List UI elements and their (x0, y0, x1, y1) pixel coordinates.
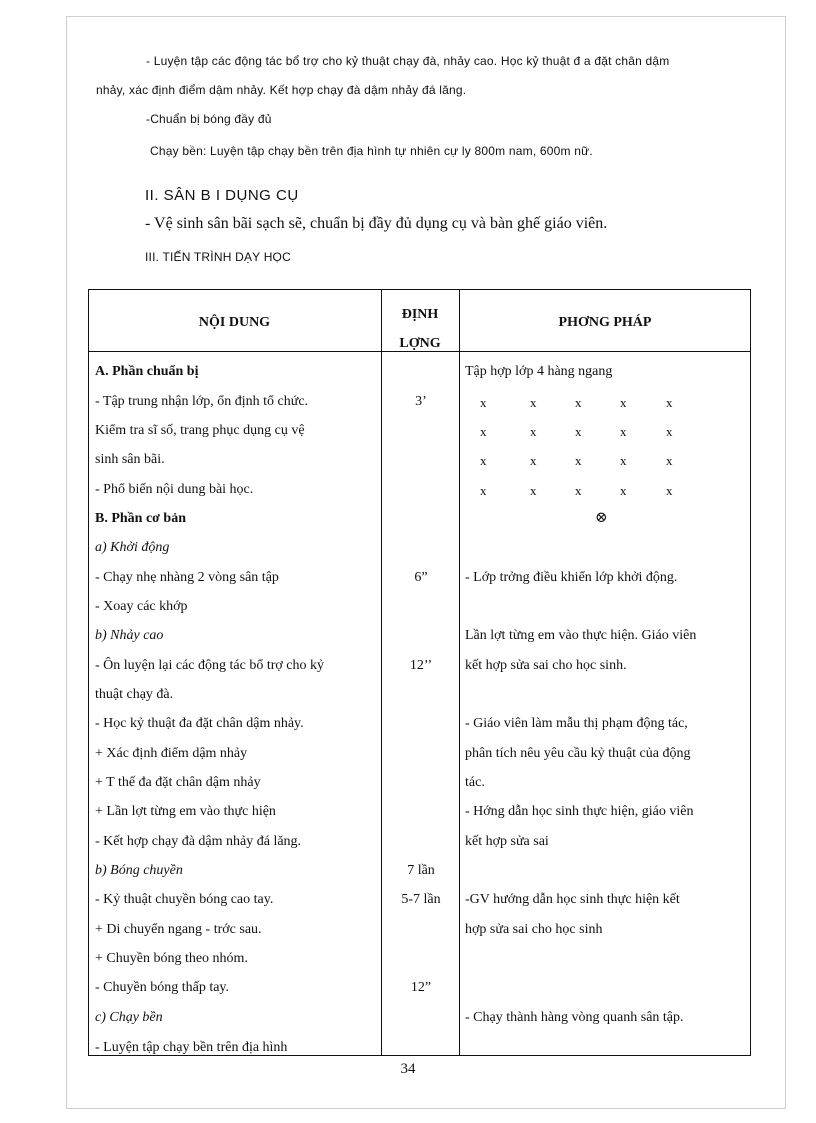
content-line: a) Khởi động (95, 540, 170, 555)
content-line: - Xoay các khớp (95, 599, 188, 614)
formation-mark: x (620, 395, 627, 410)
content-line: sinh sân bãi. (95, 452, 165, 467)
formation-mark: x (575, 453, 582, 468)
intro-line-2: nhảy, xác định điểm dậm nhảy. Kết hợp chạy đà dậm nhảy đá lăng. (96, 83, 467, 97)
formation-mark: x (666, 424, 673, 439)
content-line: + T thế đa đặt chân dậm nhảy (95, 775, 261, 790)
content-line: B. Phần cơ bản (95, 511, 186, 526)
formation-mark: x (620, 483, 627, 498)
method-line: - Giáo viên làm mẫu thị phạm động tác, (465, 716, 688, 731)
page-number: 34 (400, 1061, 416, 1077)
table-header-divider (88, 351, 751, 352)
method-line: Tập hợp lớp 4 hàng ngang (465, 364, 613, 379)
header-qty-line2: LỢNG (399, 336, 441, 351)
section-heading-3: III. TIẾN TRÌNH DẠY HỌC (145, 250, 291, 264)
header-content: NỘI DUNG (198, 315, 271, 330)
content-line: + Di chuyển ngang - trớc sau. (95, 922, 262, 937)
section-2-bullet: - Vệ sinh sân bãi sạch sẽ, chuẩn bị đầy đủ dụng cụ và bàn ghế giáo viên. (145, 215, 608, 232)
method-line: - Chạy thành hàng vòng quanh sân tập. (465, 1010, 684, 1025)
formation-mark: x (620, 453, 627, 468)
teacher-symbol: ⊗ (595, 510, 608, 526)
method-line: Lần lợt từng em vào thực hiện. Giáo viên (465, 628, 697, 643)
formation-mark: x (575, 395, 582, 410)
section-heading-2: II. SÂN B I DỤNG CỤ (145, 187, 299, 204)
content-line: - Luyện tập chạy bền trên địa hình (95, 1040, 288, 1055)
content-line: - Phổ biến nội dung bài học. (95, 482, 254, 497)
formation-mark: x (666, 453, 673, 468)
content-line: + Xác định điểm dậm nhảy (95, 746, 248, 761)
method-line: phân tích nêu yêu cầu kỷ thuật của động (465, 746, 691, 761)
method-line: hợp sửa sai cho học sinh (465, 922, 603, 937)
method-line: kết hợp sửa sai (465, 834, 549, 849)
formation-mark: x (480, 453, 487, 468)
formation-mark: x (575, 483, 582, 498)
header-qty-line1: ĐỊNH (401, 307, 439, 322)
content-line: - Chuyền bóng thấp tay. (95, 980, 230, 995)
qty-value: 12” (410, 980, 432, 995)
method-line: tác. (465, 775, 485, 790)
method-line: kết hợp sửa sai cho học sinh. (465, 658, 627, 673)
formation-mark: x (620, 424, 627, 439)
content-line: A. Phần chuẩn bị (95, 364, 199, 379)
intro-line-1: - Luyện tập các động tác bổ trợ cho kỷ thuật chạy đà, nhảy cao. Học kỷ thuật đ a đặt chân dậm (146, 54, 670, 68)
qty-value: 5-7 lần (401, 892, 441, 907)
formation-mark: x (530, 424, 537, 439)
formation-mark: x (666, 483, 673, 498)
content-line: - Học kỷ thuật đa đặt chân dậm nhảy. (95, 716, 304, 731)
qty-value: 12’’ (409, 658, 433, 673)
formation-mark: x (480, 395, 487, 410)
content-line: b) Nhảy cao (95, 628, 164, 643)
content-line: Kiểm tra sĩ số, trang phục dụng cụ vệ (95, 423, 305, 438)
formation-mark: x (575, 424, 582, 439)
method-line: - Hớng dẫn học sinh thực hiện, giáo viên (465, 804, 694, 819)
formation-mark: x (530, 395, 537, 410)
method-line: - Lớp trởng điều khiển lớp khởi động. (465, 570, 678, 585)
method-line: -GV hướng dẫn học sinh thực hiện kết (465, 892, 680, 907)
formation-mark: x (530, 483, 537, 498)
qty-value: 6” (414, 570, 428, 585)
content-line: - Tập trung nhận lớp, ổn định tổ chức. (95, 394, 309, 409)
content-line: - Chạy nhẹ nhàng 2 vòng sân tập (95, 570, 279, 585)
header-method: PHƠNG PHÁP (558, 315, 652, 330)
formation-mark: x (480, 424, 487, 439)
intro-line-3: -Chuẩn bị bóng đầy đủ (146, 112, 272, 126)
formation-mark: x (530, 453, 537, 468)
formation-mark: x (480, 483, 487, 498)
content-line: + Lần lợt từng em vào thực hiện (95, 804, 276, 819)
content-line: - Ôn luyện lại các động tác bổ trợ cho kỷ (95, 658, 324, 673)
content-line: thuật chạy đà. (95, 687, 174, 702)
content-line: + Chuyền bóng theo nhóm. (95, 951, 248, 966)
content-line: c) Chạy bền (95, 1010, 163, 1025)
formation-mark: x (666, 395, 673, 410)
qty-value: 3’ (415, 394, 427, 409)
content-line: - Kỷ thuật chuyền bóng cao tay. (95, 892, 274, 907)
intro-line-4: Chạy bền: Luyện tập chạy bền trên địa hình tự nhiên cự ly 800m nam, 600m nữ. (150, 144, 593, 158)
content-line: b) Bóng chuyền (95, 863, 183, 878)
qty-value: 7 lần (407, 863, 435, 878)
content-line: - Kết hợp chạy đà dậm nhảy đá lăng. (95, 834, 302, 849)
